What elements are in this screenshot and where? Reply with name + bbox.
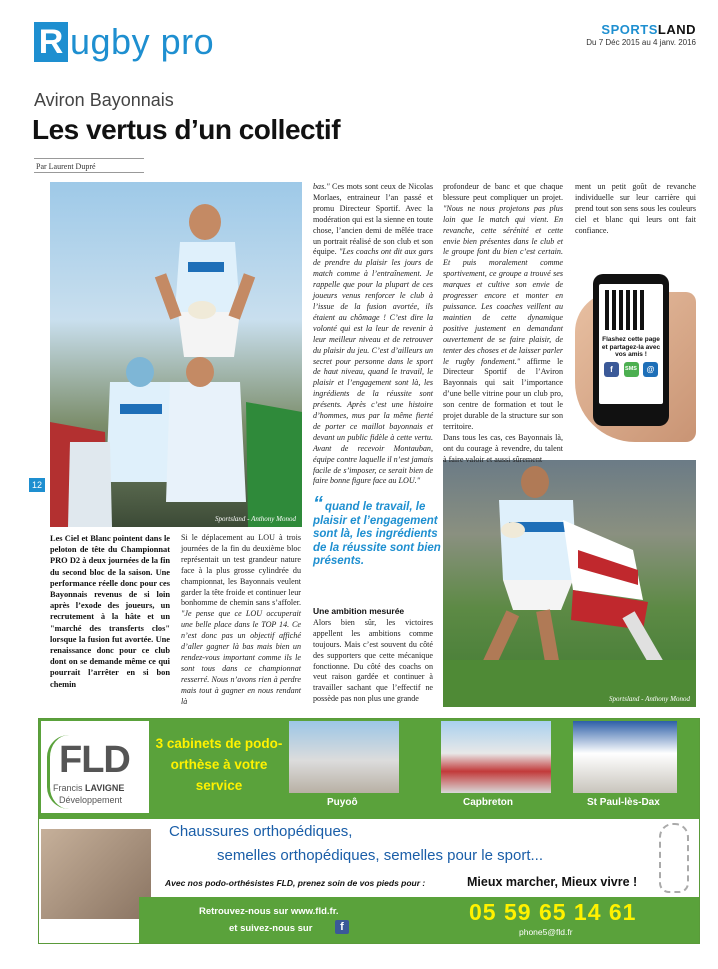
ad-shoes-line1: Chaussures orthopédiques, (169, 823, 353, 840)
fld-owner-name (53, 783, 124, 793)
pull-quote-text: quand le travail, le plaisir et l’engagement sont là, les ingrédients de la réussite sont bien présents. (313, 501, 441, 567)
sms-icon[interactable]: SMS (624, 362, 639, 377)
place-label-capbreton: Capbreton (463, 797, 513, 808)
lineout-illustration (50, 182, 302, 527)
publication-brand (601, 22, 696, 37)
article-kicker: Aviron Bayonnais (34, 90, 174, 110)
fld-advertisement (38, 718, 700, 944)
mail-icon[interactable]: @ (643, 362, 658, 377)
qr-promo-text: Flashez cette page et partagez-la avec vos amis ! (601, 336, 661, 358)
ad-top-band (39, 719, 699, 819)
ad-email[interactable]: phone5@fld.fr (519, 927, 573, 937)
capbreton-building-image (441, 721, 551, 793)
article-column-4 (443, 182, 563, 466)
place-st-paul (573, 721, 677, 808)
brand-part2: LAND (657, 22, 696, 37)
quote-mark: “ (313, 493, 323, 515)
article-column-2 (313, 182, 433, 487)
tackle-photo (443, 460, 696, 707)
feet-care-image (41, 829, 151, 919)
cabinets-text: 3 cabinets de podo-orthèse à votre service (155, 736, 283, 793)
qr-code[interactable] (605, 290, 645, 330)
ad-phone-number[interactable]: 05 59 65 14 61 (469, 899, 637, 925)
byline-rule-bottom (34, 172, 144, 173)
puyoo-building-image (289, 721, 399, 793)
ad-shoes-line2: semelles orthopédiques, semelles pour le sport... (217, 847, 544, 864)
fld-last-name: LAVIGNE (85, 783, 125, 793)
fld-developpement: Développement (59, 795, 123, 805)
col-c-text1: profondeur de banc et que chaque blessure peut compliquer un projet. (443, 182, 563, 202)
col-a-quote: "Je pense que ce LOU occuperait une belle place dans le TOP 14. Ce n’est donc pas un objectif affiché d’aller gagner là bas mais bien un rendez-vous important comme ils le sont tous dans ce championnat resserré. Nous n’avons rien à perdre mais tout à gagner en nous rendant là (181, 609, 301, 706)
footprint-icon (659, 823, 689, 893)
article-column-1 (181, 533, 301, 708)
article-headline: Les vertus d’un collectif (32, 114, 341, 145)
photo1-credit: Sportsland - Anthony Monod (215, 515, 296, 523)
issue-dates: Du 7 Déc 2015 au 4 janv. 2016 (586, 38, 696, 47)
place-puyoo (289, 721, 399, 808)
st-paul-building-image (573, 721, 677, 793)
col-c-text3: Dans tous les cas, ces Bayonnais là, ont du courage à revendre, du talent à faire valoir et aussi sûrement (443, 432, 563, 464)
lineout-photo (50, 182, 302, 527)
ad-slogan: Mieux marcher, Mieux vivre ! (467, 875, 638, 889)
subheading: Une ambition mesurée (313, 606, 405, 616)
facebook-icon[interactable]: f (604, 362, 619, 377)
place-label-st-paul: St Paul-lès-Dax (587, 797, 660, 808)
byline: Par Laurent Dupré (36, 162, 96, 171)
brand-part1: SPORTS (601, 22, 658, 37)
fld-first-name: Francis (53, 783, 86, 793)
article-column-3-lower (313, 606, 433, 705)
col-c-quote: "Nous ne nous projetons pas plus loin que le match qui vient. En revanche, cette sérénité et cette envie bien présentes dans le club et le groupe font du bien c’est certain. Et puis moralement comme sportivement, ce groupe a trouvé ses marques et cultive son envie de progresser encore et monter en puissance. Les coaches veillent au maintien de cette dynamique positive justement en demandant ouvertement de se faire plaisir, de tenter des choses et de laisser parler le rugby fondement." (443, 203, 563, 366)
col-a-text: Si le déplacement au LOU à trois journées de la fin du deuxième bloc représentait un test grandeur nature face à la plus grosse cylindrée du championnat, les Bayonnais veulent garder la tête froide et continuer leur bonhomme de chemin sans s’affoler. (181, 533, 301, 608)
col-e-text: Alors bien sûr, les victoires appellent les ambitions comme toujours. Mais c’est souvent du côté des supporters que cette mécanique fonctionne. Du côté des coachs on veut raison gardée et continuer à travailler sachant que l’effectif ne possède pas non plus une grande (313, 617, 433, 704)
col-c-text2: affirme le Directeur Sportif de l’Aviron Bayonnais qui sait l’importance d’une belle vitrine pour un club pro, son centre de formation et tout le projet durable de la structure sur son territoire. (443, 356, 563, 431)
pull-quote (313, 493, 441, 569)
share-icons (604, 362, 658, 377)
place-capbreton (441, 721, 551, 808)
col-b-quote-end: bas." (313, 182, 330, 191)
byline-rule-top (34, 158, 144, 159)
ad-website[interactable]: Retrouvez-nous sur www.fld.fr. (199, 906, 339, 917)
fld-logo-box (41, 721, 149, 813)
page-number: 12 (29, 478, 45, 492)
fld-logo: FLD (59, 739, 130, 781)
section-logo: ugby pro (70, 21, 215, 62)
facebook-icon[interactable]: f (335, 920, 349, 934)
logo-initial: R (34, 22, 68, 62)
article-lede: Les Ciel et Blanc pointent dans le peloton de tête du Championnat PRO D2 à deux journées de la fin du second bloc de la saison. Une performance réelle donc pour ces Bayonnais revenus de si loin après l’exode des joueurs, un recrutement à la hâte et un "marché des transferts clos" lorsque la fusion fut avortée. Une renaissance donc pour ce club dont on se demande même ce qui pourrait l’arrêter en si bon chemin (50, 534, 170, 689)
photo2-credit: Sportsland - Anthony Monod (609, 695, 690, 703)
tackle-illustration (443, 460, 696, 707)
ad-follow-text: et suivez-nous sur (229, 923, 313, 934)
qr-promo (575, 262, 696, 440)
place-label-puyoo: Puyoô (327, 797, 358, 808)
col-b-text: Ces mots sont ceux de Nicolas Morlaes, entraineur l’an passé et promu Directeur Sportif. Avec la modération qui est la sienne en toute chose, l’ancien demi de mêlée trace un portrait réalisé de son club et son équipe. (313, 182, 433, 257)
col-b-quote: "Les coachs ont dit aux gars de prendre du plaisir les jours de match comme à l’entraînement. Je rappelle que pour la plupart de ces joueurs venus renforcer le club à l’issue de la fusion avortée, ils étaient au chômage ! C’est dire la volonté qui est la leur de revenir à leur meilleur niveau et de retrouver du plaisir du jeu. C’est d’ailleurs un secret pour personne dans le sport de haut niveau, quand le travail, le plaisir et l’engagement sont là, les ingrédients de la réussite sont présents. Après c’est une histoire d’hommes, mus par la même fierté de porter ce maillot bayonnais et devant un public fidèle à cette vertu. Avant de recevoir Montauban, équipe contre laquelle il n’est jamais facile de s’imposer, ce serait bien de faire bonne figure face au LOU." (313, 247, 433, 486)
ad-tagline: Avec nos podo-orthésistes FLD, prenez soin de vos pieds pour : (165, 878, 426, 888)
article-column-5: ment un petit goût de revanche individuelle sur leur carrière qui prend tout son sens sous les couleurs ciel et blanc qui leurs ont fait confiance. (575, 182, 696, 235)
